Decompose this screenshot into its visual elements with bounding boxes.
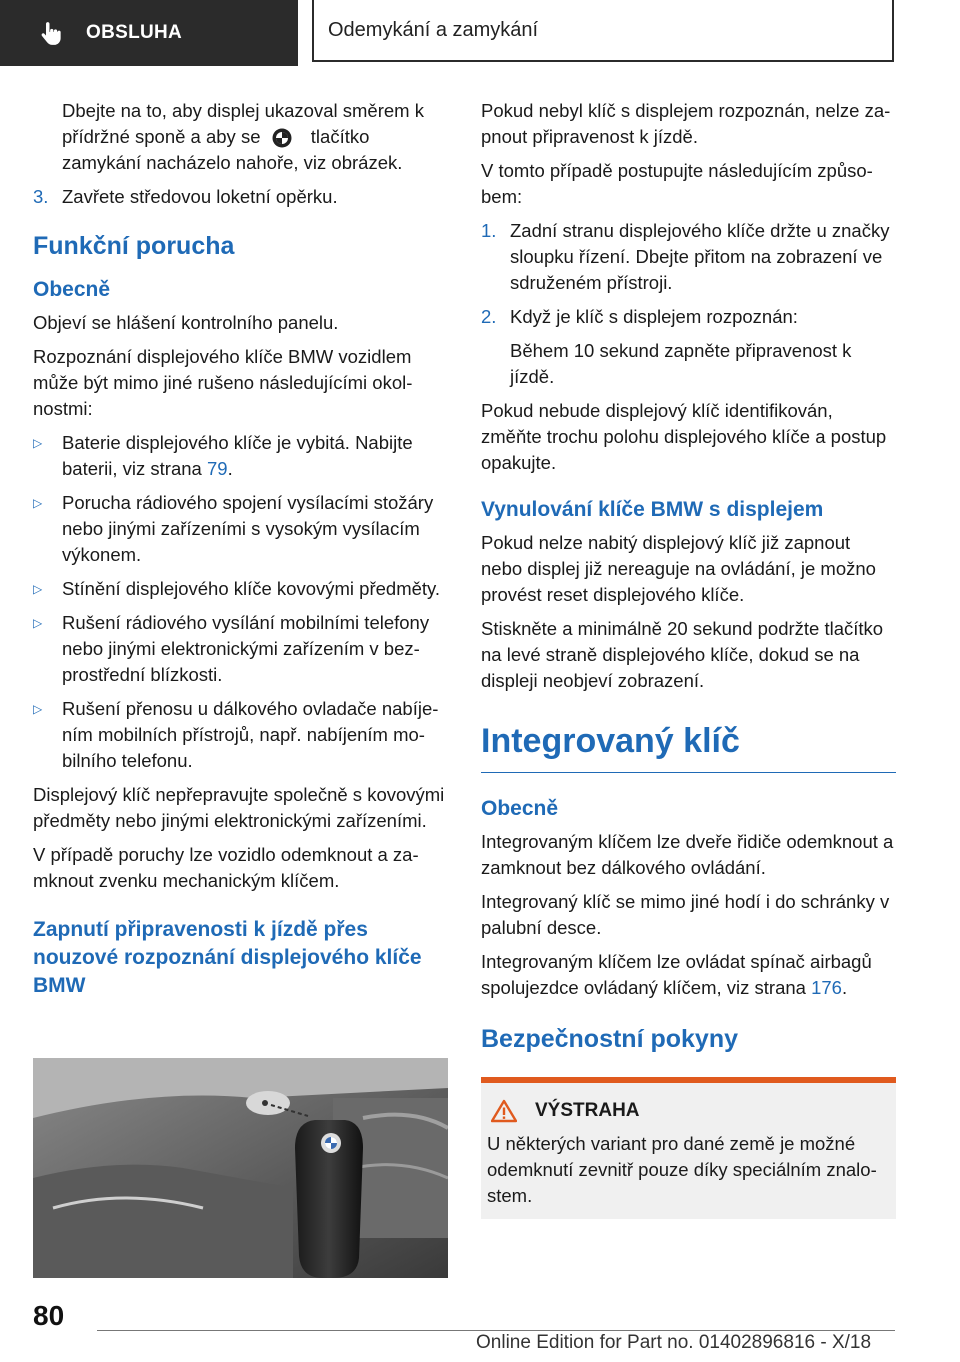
bullet-triangle-icon: ▷ bbox=[33, 582, 43, 596]
list-item: ▷ Baterie displejového klíče je vybitá. Nabijte baterii, viz strana 79. bbox=[33, 430, 448, 482]
list-item: ▷ Stínění displejového klíče kovovými předměty. bbox=[33, 576, 448, 602]
paragraph: V tomto případě postupujte následujícím způsobem: bbox=[481, 160, 873, 207]
bullet-triangle-icon: ▷ bbox=[33, 702, 43, 716]
heading-reset-key: Vynulování klíče BMW s displejem bbox=[481, 498, 824, 521]
paragraph: Pokud nebyl klíč s displejem rozpoznán, nelze zapnout připravenost k jízdě. bbox=[481, 100, 891, 147]
list-item: ▷ Rušení rádiového vysílání mobilními telefony nebo jinými elektronickými zařízením v bezprostřední blízkosti. bbox=[33, 610, 448, 688]
chapter-tab bbox=[312, 0, 894, 62]
paragraph: Integrovaným klíčem lze ovládat spínač airbagů spolujezdce ovládaný klíčem, viz strana 176. bbox=[481, 951, 872, 998]
list-item: 3. Zavřete středovou loketní opěrku. bbox=[33, 186, 338, 207]
display-key-illustration bbox=[33, 1058, 448, 1278]
warning-text: U některých variant pro dané země je možné odemknutí zevnitř pouze díky speciálním znalostem. bbox=[487, 1133, 877, 1206]
warning-title: VÝSTRAHA bbox=[535, 1100, 640, 1121]
paragraph: Integrovaným klíčem lze dveře řidiče odemknout a zamknout bez dálkového ovládání. bbox=[481, 831, 894, 878]
list-item: 1. Zadní stranu displejového klíče držte u značky sloupku řízení. Dbejte přitom na zobrazení ve sdruženém přístroji. bbox=[481, 220, 890, 293]
section-tab bbox=[0, 0, 298, 66]
hand-pointer-icon bbox=[38, 20, 64, 46]
warning-box bbox=[481, 1077, 896, 1219]
page-number: 80 bbox=[33, 1300, 65, 1331]
paragraph: V případě poruchy lze vozidlo odemknout a zamknout zvenku mechanickým klíčem. bbox=[33, 844, 419, 891]
bullet-triangle-icon: ▷ bbox=[33, 436, 43, 450]
heading-general: Obecně bbox=[481, 797, 559, 820]
page-header bbox=[0, 0, 960, 66]
heading-safety: Bezpečnostní pokyny bbox=[481, 1025, 738, 1053]
list-item: ▷ Porucha rádiového spojení vysílacími stožáry nebo jinými zařízeními s vysokým vysílacím výkonem. bbox=[33, 490, 448, 568]
list-item: ▷ Rušení přenosu u dálkového ovladače nabíjením mobilních přístrojů, např. nabíjením mobilního telefonu. bbox=[33, 696, 448, 774]
bmw-logo-icon bbox=[272, 128, 292, 148]
paragraph: Stiskněte a minimálně 20 sekund podržte tlačítko na levé straně displejového klíče, dokud se na displeji neobjeví zobrazení. bbox=[481, 618, 884, 691]
list-item: 2. Když je klíč s displejem rozpoznán: bbox=[481, 306, 798, 327]
page-link[interactable]: 176 bbox=[811, 977, 842, 998]
heading-functional-fault: Funkční porucha bbox=[33, 232, 235, 260]
page-link[interactable]: 79 bbox=[206, 458, 228, 479]
paragraph: Rozpoznání displejového klíče BMW vozidlem může být mimo jiné rušeno následujícími okolnostmi: bbox=[33, 346, 413, 419]
left-column bbox=[33, 98, 448, 1006]
right-column bbox=[481, 98, 896, 1219]
footer-edition: Online Edition for Part no. 01402896816 - X/18 bbox=[476, 1332, 872, 1353]
chapter-title: Odemykání a zamykání bbox=[328, 18, 539, 41]
paragraph: Pokud nelze nabitý displejový klíč již zapnout nebo displej již nereaguje na ovládání, je možno provést reset displejového klíče. bbox=[481, 532, 876, 605]
paragraph: Objeví se hlášení kontrolního panelu. bbox=[33, 312, 339, 333]
bullet-triangle-icon: ▷ bbox=[33, 496, 43, 510]
paragraph: Dbejte na to, aby displej ukazoval směrem k přídržné sponě a aby se tlačítko zamykání nacházelo nahoře, viz obrázek. bbox=[62, 100, 424, 173]
footer-divider bbox=[97, 1330, 895, 1331]
paragraph: Displejový klíč nepřepravujte společně s kovovými předměty nebo jinými elektronickými zařízeními. bbox=[33, 784, 445, 831]
heading-emergency-start: Zapnutí připravenosti k jízdě přes nouzové rozpoznání displejového klíče BMW bbox=[33, 918, 422, 997]
paragraph: Integrovaný klíč se mimo jiné hodí i do schránky v palubní desce. bbox=[481, 891, 890, 938]
section-title: OBSLUHA bbox=[86, 22, 183, 43]
paragraph: Během 10 sekund zapněte připravenost k jízdě. bbox=[510, 340, 852, 387]
heading-integrated-key: Integrovaný klíč bbox=[481, 718, 896, 773]
key-photo bbox=[33, 1058, 448, 1278]
warning-triangle-icon bbox=[491, 1099, 517, 1123]
paragraph: Pokud nebude displejový klíč identifikován, změňte trochu polohu displejového klíče a postup opakujte. bbox=[481, 400, 887, 473]
bullet-triangle-icon: ▷ bbox=[33, 616, 43, 630]
heading-general: Obecně bbox=[33, 278, 111, 301]
